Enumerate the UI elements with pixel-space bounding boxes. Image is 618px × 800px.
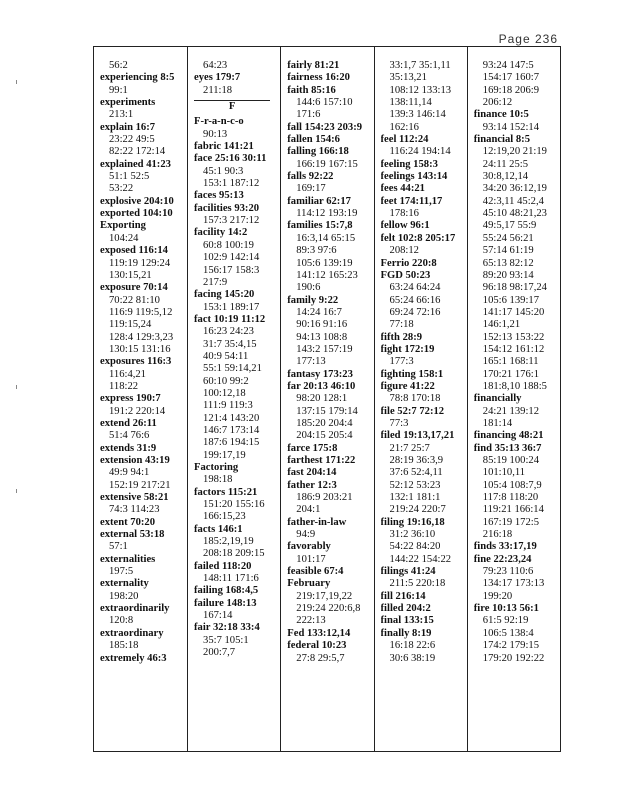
index-column-5 [467, 47, 560, 751]
index-term: facts 146:1 [194, 523, 243, 535]
index-term: fire 10:13 56:1 [473, 603, 539, 615]
index-term: failure 148:13 [194, 597, 257, 609]
index-reference: 106:5 138:4 [482, 627, 534, 639]
index-column-2 [187, 47, 280, 751]
index-reference: 152:13 153:22 [482, 331, 545, 343]
index-reference: 119:21 166:14 [482, 504, 544, 516]
index-reference: 146:7 173:14 [203, 424, 260, 436]
index-reference: 198:20 [109, 590, 139, 602]
index-reference: 213:1 [109, 109, 134, 121]
index-term: failing 168:4,5 [194, 585, 259, 597]
index-term: FGD 50:23 [380, 269, 431, 281]
scan-margin-mark [16, 385, 17, 389]
index-reference: 138:11,14 [389, 97, 432, 109]
index-term: failed 118:20 [194, 560, 252, 572]
index-term: externality [100, 578, 149, 590]
index-reference: 82:22 172:14 [109, 146, 166, 158]
index-reference: 45:1 90:3 [203, 165, 244, 177]
index-reference: 69:24 72:16 [389, 306, 441, 318]
index-term: filed 19:13,17,21 [380, 430, 455, 442]
index-reference: 61:5 92:19 [482, 615, 529, 627]
index-term: fast 204:14 [287, 467, 337, 479]
index-reference: 94:9 [296, 529, 316, 541]
index-term: fair 32:18 33:4 [194, 622, 260, 634]
index-reference: 120:8 [109, 615, 134, 627]
index-reference: 42:3,11 45:2,4 [482, 195, 544, 207]
index-term: feeling 158:3 [380, 158, 438, 170]
index-reference: 54:22 84:20 [389, 541, 441, 553]
index-term: extend 26:11 [100, 417, 157, 429]
index-reference: 204:1 [296, 504, 321, 516]
index-reference: 199:17,19 [203, 449, 246, 461]
index-reference: 128:4 129:3,23 [109, 331, 174, 343]
index-reference: 35:7 105:1 [203, 634, 249, 646]
index-reference: 167:14 [203, 610, 233, 622]
index-reference: 31:2 36:10 [389, 529, 436, 541]
index-reference: 117:8 118:20 [482, 492, 539, 504]
index-reference: 105:4 108:7,9 [482, 479, 542, 491]
index-reference: 111:9 119:3 [203, 400, 253, 412]
index-term: find 35:13 36:7 [473, 442, 542, 454]
index-reference: 186:9 203:21 [296, 492, 353, 504]
index-reference: 96:18 98:17,24 [482, 282, 547, 294]
index-term: extension 43:19 [100, 455, 170, 466]
index-reference: 24:21 139:12 [482, 405, 539, 417]
index-term: file 52:7 72:12 [380, 405, 445, 417]
index-term: exported 104:10 [100, 208, 173, 220]
index-reference: 37:6 52:4,11 [389, 467, 443, 479]
index-term: farthest 171:22 [287, 455, 356, 466]
index-reference: 34:20 36:12,19 [482, 183, 547, 195]
index-reference: 198:18 [203, 474, 233, 486]
index-reference: 105:6 139:17 [482, 294, 539, 306]
index-reference: 174:2 179:15 [482, 640, 539, 652]
index-term: exposed 116:14 [100, 245, 168, 257]
index-term: facilities 93:20 [194, 202, 260, 214]
index-reference: 219:17,19,22 [296, 590, 353, 602]
index-term: facility 14:2 [194, 227, 248, 239]
index-term: extraordinary [100, 627, 164, 639]
index-term: fabric 141:21 [194, 141, 254, 153]
index-reference: 181:8,10 188:5 [482, 380, 547, 392]
index-reference: 53:22 [109, 183, 134, 195]
index-term: fine 22:23,24 [473, 553, 532, 565]
index-term: financing 48:21 [473, 430, 544, 442]
index-term: face 25:16 30:11 [194, 153, 267, 165]
index-table [93, 46, 561, 752]
index-term: feel 112:24 [380, 134, 429, 146]
index-reference: 14:24 16:7 [296, 306, 342, 318]
index-reference: 104:24 [109, 232, 139, 244]
index-reference: 28:19 36:3,9 [389, 455, 444, 466]
index-reference: 190:6 [296, 282, 321, 294]
index-reference: 63:24 64:24 [389, 282, 441, 294]
index-term: exposures 116:3 [100, 356, 172, 368]
index-term: Factoring [194, 462, 239, 473]
index-term: extremely 46:3 [100, 652, 167, 664]
index-reference: 105:6 139:19 [296, 257, 353, 269]
index-reference: 165:1 168:11 [482, 356, 539, 368]
index-reference: 211:5 220:18 [389, 578, 446, 590]
index-reference: 65:13 82:12 [482, 257, 534, 269]
index-reference: 139:3 146:14 [389, 109, 446, 121]
index-reference: 70:22 81:10 [109, 294, 160, 306]
index-reference: 153:1 187:12 [203, 178, 260, 190]
index-reference: 74:3 114:23 [109, 504, 160, 516]
index-reference: 177:3 [389, 356, 414, 368]
index-reference: 178:16 [389, 208, 419, 220]
index-reference: 208:18 209:15 [203, 548, 265, 560]
index-term: family 9:22 [287, 294, 339, 306]
index-reference: 144:6 157:10 [296, 97, 353, 109]
index-term: fantasy 173:23 [287, 368, 353, 380]
page-number: Page 236 [498, 32, 558, 46]
index-term: explained 41:23 [100, 158, 171, 170]
index-reference: 89:3 97:6 [296, 245, 337, 257]
index-reference: 222:13 [296, 615, 326, 627]
index-reference: 60:8 100:19 [203, 239, 254, 251]
index-reference: 108:12 133:13 [389, 84, 452, 96]
index-term: farce 175:8 [287, 442, 338, 454]
index-reference: 211:18 [203, 84, 233, 96]
index-reference: 49:9 94:1 [109, 467, 150, 479]
index-term: felt 102:8 205:17 [380, 232, 456, 244]
index-column-1 [94, 47, 187, 751]
index-term: financial 8:5 [473, 134, 530, 146]
index-term: Ferrio 220:8 [380, 257, 437, 269]
index-reference: 77:3 [389, 417, 409, 429]
index-term: fairly 81:21 [287, 60, 340, 71]
index-reference: 154:12 161:12 [482, 343, 545, 355]
index-reference: 187:6 194:15 [203, 437, 260, 449]
index-term: facing 145:20 [194, 289, 255, 301]
index-reference: 162:16 [389, 121, 419, 133]
index-reference: 217:9 [203, 276, 228, 288]
index-reference: 31:7 35:4,15 [203, 338, 257, 350]
index-reference: 121:4 143:20 [203, 412, 260, 424]
index-term: feelings 143:14 [380, 171, 448, 183]
index-reference: 197:5 [109, 566, 134, 578]
index-term: fight 172:19 [380, 343, 435, 355]
index-reference: 79:23 110:6 [482, 566, 534, 578]
index-reference: 116:4,21 [109, 368, 146, 380]
index-reference: 208:12 [389, 245, 419, 257]
scan-margin-mark [16, 80, 17, 84]
index-reference: 157:3 217:12 [203, 215, 260, 227]
index-reference: 132:1 181:1 [389, 492, 441, 504]
index-term: finance 10:5 [473, 109, 529, 121]
index-term: February [287, 578, 331, 590]
index-term: Exporting [100, 220, 146, 232]
index-term: falls 92:22 [287, 171, 334, 183]
index-reference: 167:19 172:5 [482, 516, 539, 528]
index-reference: 146:1,21 [482, 319, 521, 331]
index-term: feasible 67:4 [287, 566, 344, 578]
index-term: figure 41:22 [380, 380, 435, 392]
index-term: fall 154:23 203:9 [287, 121, 363, 133]
index-term: fairness 16:20 [287, 72, 350, 84]
index-term: express 190:7 [100, 393, 161, 405]
index-term: eyes 179:7 [194, 72, 241, 84]
index-term: F-r-a-n-c-o [194, 116, 244, 128]
index-reference: 27:8 29:5,7 [296, 652, 345, 664]
index-reference: 152:19 217:21 [109, 479, 171, 491]
index-reference: 90:16 91:16 [296, 319, 348, 331]
index-term: far 20:13 46:10 [287, 380, 356, 392]
index-reference: 169:17 [296, 183, 326, 195]
index-reference: 181:14 [482, 417, 513, 429]
index-reference: 177:13 [296, 356, 326, 368]
index-reference: 204:15 205:4 [296, 430, 353, 442]
index-reference: 156:17 158:3 [203, 264, 260, 276]
index-reference: 116:24 194:14 [389, 146, 451, 158]
index-term: Fed 133:12,14 [287, 627, 351, 639]
index-reference: 130:15,21 [109, 269, 152, 281]
index-reference: 185:20 204:4 [296, 417, 353, 429]
index-reference: 102:9 142:14 [203, 252, 260, 264]
index-term: filings 41:24 [380, 566, 436, 578]
index-reference: 55:24 56:21 [482, 232, 534, 244]
index-reference: 45:10 48:21,23 [482, 208, 547, 220]
index-reference: 144:22 154:22 [389, 553, 452, 565]
index-term: faces 95:13 [194, 190, 244, 202]
index-reference: 118:22 [109, 380, 139, 392]
index-reference: 169:18 206:9 [482, 84, 539, 96]
index-reference: 12:19,20 21:19 [482, 146, 547, 158]
index-reference: 33:1,7 35:1,11 [389, 60, 451, 71]
index-reference: 89:20 93:14 [482, 269, 534, 281]
index-reference: 151:20 155:16 [203, 499, 265, 511]
index-reference: 51:4 76:6 [109, 430, 150, 442]
index-term: explosive 204:10 [100, 195, 174, 207]
index-term: experiencing 8:5 [100, 72, 175, 84]
index-reference: 166:15,23 [203, 511, 246, 523]
index-reference: 55:1 59:14,21 [203, 363, 262, 375]
index-term: finds 33:17,19 [473, 541, 537, 553]
index-term: externalities [100, 553, 156, 565]
index-term: father-in-law [287, 516, 347, 528]
index-term: experiments [100, 97, 156, 109]
index-term: fallen 154:6 [287, 134, 340, 146]
index-term: external 53:18 [100, 529, 165, 541]
index-reference: 200:7,7 [203, 647, 236, 659]
index-reference: 23:22 49:5 [109, 134, 155, 146]
index-column-3 [280, 47, 373, 751]
index-reference: 56:2 [109, 60, 128, 71]
index-term: exposure 70:14 [100, 282, 168, 294]
index-reference: 119:15,24 [109, 319, 152, 331]
index-reference: 30:6 38:19 [389, 652, 436, 664]
index-reference: 57:14 61:19 [482, 245, 534, 257]
index-reference: 219:24 220:6,8 [296, 603, 361, 615]
index-reference: 170:21 176:1 [482, 368, 539, 380]
index-reference: 141:12 165:23 [296, 269, 358, 281]
index-reference: 90:13 [203, 128, 228, 140]
index-term: fact 10:19 11:12 [194, 313, 266, 325]
index-term: financially [473, 393, 522, 405]
index-term: extraordinarily [100, 603, 170, 615]
index-reference: 16:18 22:6 [389, 640, 436, 652]
index-term: explain 16:7 [100, 121, 156, 133]
index-term: filing 19:16,18 [380, 516, 445, 528]
index-term: fighting 158:1 [380, 368, 444, 380]
index-reference: 141:17 145:20 [482, 306, 545, 318]
index-reference: 94:13 108:8 [296, 331, 348, 343]
index-reference: 49:5,17 55:9 [482, 220, 537, 232]
index-term: fifth 28:9 [380, 331, 423, 343]
index-term: familiar 62:17 [287, 195, 351, 207]
index-reference: 51:1 52:5 [109, 171, 150, 183]
index-reference: 21:7 25:7 [389, 442, 430, 454]
index-term: feet 174:11,17 [380, 195, 443, 207]
index-reference: 52:12 53:23 [389, 479, 441, 491]
index-term: factors 115:21 [194, 486, 258, 498]
index-reference: 30:8,12,14 [482, 171, 529, 183]
index-term: fees 44:21 [380, 183, 425, 195]
section-letter: F [194, 100, 270, 113]
index-reference: 185:2,19,19 [203, 536, 254, 548]
index-reference: 154:17 160:7 [482, 72, 539, 84]
index-reference: 78:8 170:18 [389, 393, 441, 405]
index-reference: 100:12,18 [203, 387, 246, 399]
index-term: falling 166:18 [287, 146, 349, 158]
index-reference: 185:18 [109, 640, 139, 652]
index-term: father 12:3 [287, 479, 337, 491]
index-reference: 134:17 173:13 [482, 578, 545, 590]
index-reference: 99:1 [109, 84, 128, 96]
index-term: extent 70:20 [100, 516, 156, 528]
index-term: extends 31:9 [100, 442, 157, 454]
index-reference: 64:23 [203, 60, 228, 71]
index-column-4 [374, 47, 467, 751]
index-term: fellow 96:1 [380, 220, 430, 232]
index-term: favorably [287, 541, 331, 553]
index-term: federal 10:23 [287, 640, 347, 652]
index-reference: 219:24 220:7 [389, 504, 446, 516]
index-term: faith 85:16 [287, 84, 336, 96]
index-reference: 93:24 147:5 [482, 60, 534, 71]
index-reference: 153:1 189:17 [203, 301, 260, 313]
index-reference: 16:23 24:23 [203, 326, 254, 338]
index-reference: 77:18 [389, 319, 414, 331]
index-reference: 24:11 25:5 [482, 158, 529, 170]
index-reference: 137:15 179:14 [296, 405, 358, 417]
scan-margin-mark [16, 489, 17, 493]
index-reference: 216:18 [482, 529, 513, 541]
index-reference: 85:19 100:24 [482, 455, 539, 466]
index-reference: 16:3,14 65:15 [296, 232, 356, 244]
index-term: families 15:7,8 [287, 220, 353, 232]
index-reference: 65:24 66:16 [389, 294, 441, 306]
index-reference: 35:13,21 [389, 72, 427, 84]
index-reference: 60:10 99:2 [203, 375, 249, 387]
index-reference: 101:10,11 [482, 467, 526, 479]
index-term: final 133:15 [380, 615, 434, 627]
index-reference: 101:17 [296, 553, 326, 565]
index-term: fill 216:14 [380, 590, 426, 602]
index-reference: 191:2 220:14 [109, 405, 166, 417]
index-reference: 57:1 [109, 541, 128, 553]
index-reference: 143:2 157:19 [296, 343, 353, 355]
index-reference: 119:19 129:24 [109, 257, 171, 269]
index-term: extensive 58:21 [100, 492, 169, 504]
index-reference: 206:12 [482, 97, 513, 109]
index-reference: 40:9 54:11 [203, 350, 249, 362]
index-reference: 93:14 152:14 [482, 121, 539, 133]
index-reference: 130:15 131:16 [109, 343, 171, 355]
index-reference: 199:20 [482, 590, 513, 602]
index-reference: 114:12 193:19 [296, 208, 358, 220]
index-reference: 148:11 171:6 [203, 573, 259, 585]
index-reference: 171:6 [296, 109, 321, 121]
index-reference: 179:20 192:22 [482, 652, 545, 664]
index-reference: 116:9 119:5,12 [109, 306, 173, 318]
index-term: filled 204:2 [380, 603, 431, 615]
index-reference: 98:20 128:1 [296, 393, 348, 405]
index-reference: 166:19 167:15 [296, 158, 358, 170]
index-term: finally 8:19 [380, 627, 432, 639]
